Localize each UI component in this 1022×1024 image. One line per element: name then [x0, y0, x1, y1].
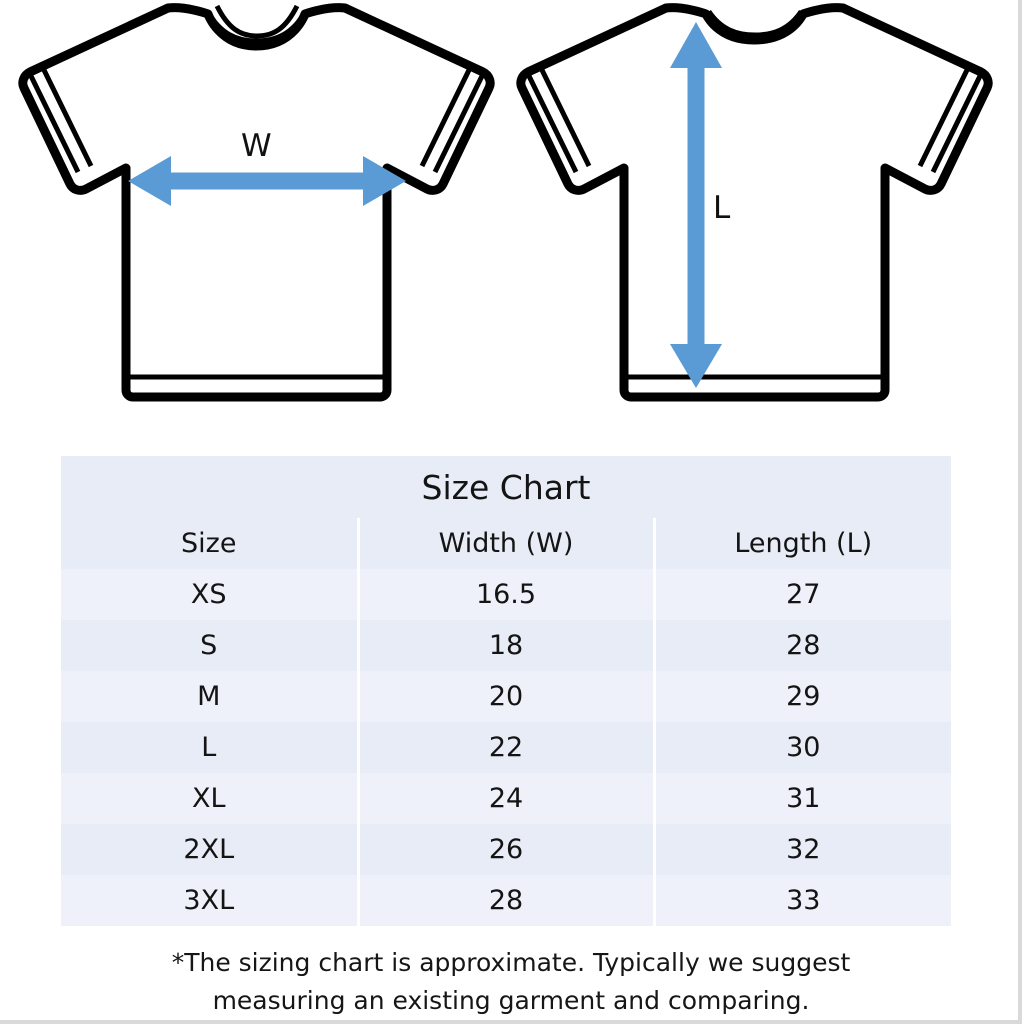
table-row: [61, 875, 951, 926]
cell-width: 16.5: [358, 569, 654, 620]
cell-width: 26: [358, 824, 654, 875]
cell-length: 30: [654, 722, 951, 773]
shirt-illustrations: [0, 0, 1022, 440]
cell-size: L: [61, 722, 358, 773]
cell-length: 27: [654, 569, 951, 620]
t-shirt-front-illustration: [8, 0, 508, 430]
column-header-length: Length (L): [654, 518, 951, 569]
table-title-row: [61, 456, 951, 518]
cell-length: 29: [654, 671, 951, 722]
size-chart-table: [61, 456, 951, 926]
cell-width: 24: [358, 773, 654, 824]
cell-length: 32: [654, 824, 951, 875]
cell-length: 28: [654, 620, 951, 671]
size-chart-table-wrapper: [61, 456, 951, 926]
chart-title: Size Chart: [61, 456, 951, 518]
table-row: [61, 824, 951, 875]
frame-edge-right: [1018, 0, 1022, 1024]
table-row: [61, 569, 951, 620]
cell-size: S: [61, 620, 358, 671]
cell-size: XL: [61, 773, 358, 824]
t-shirt-back-illustration: [506, 0, 1006, 430]
table-row: [61, 773, 951, 824]
footnote-line-1: *The sizing chart is approximate. Typically we suggest: [171, 948, 851, 977]
cell-length: 31: [654, 773, 951, 824]
cell-width: 22: [358, 722, 654, 773]
table-row: [61, 620, 951, 671]
footnote-line-2: measuring an existing garment and comparing.: [212, 986, 810, 1015]
cell-length: 33: [654, 875, 951, 926]
table-row: [61, 671, 951, 722]
cell-size: M: [61, 671, 358, 722]
cell-width: 20: [358, 671, 654, 722]
frame-edge-bottom: [0, 1020, 1022, 1024]
width-label: W: [241, 128, 272, 164]
footnote: [0, 944, 1022, 1020]
cell-size: 3XL: [61, 875, 358, 926]
table-header-row: [61, 518, 951, 569]
length-label: L: [713, 190, 731, 226]
cell-size: XS: [61, 569, 358, 620]
cell-size: 2XL: [61, 824, 358, 875]
table-row: [61, 722, 951, 773]
column-header-width: Width (W): [358, 518, 654, 569]
cell-width: 18: [358, 620, 654, 671]
cell-width: 28: [358, 875, 654, 926]
column-header-size: Size: [61, 518, 358, 569]
